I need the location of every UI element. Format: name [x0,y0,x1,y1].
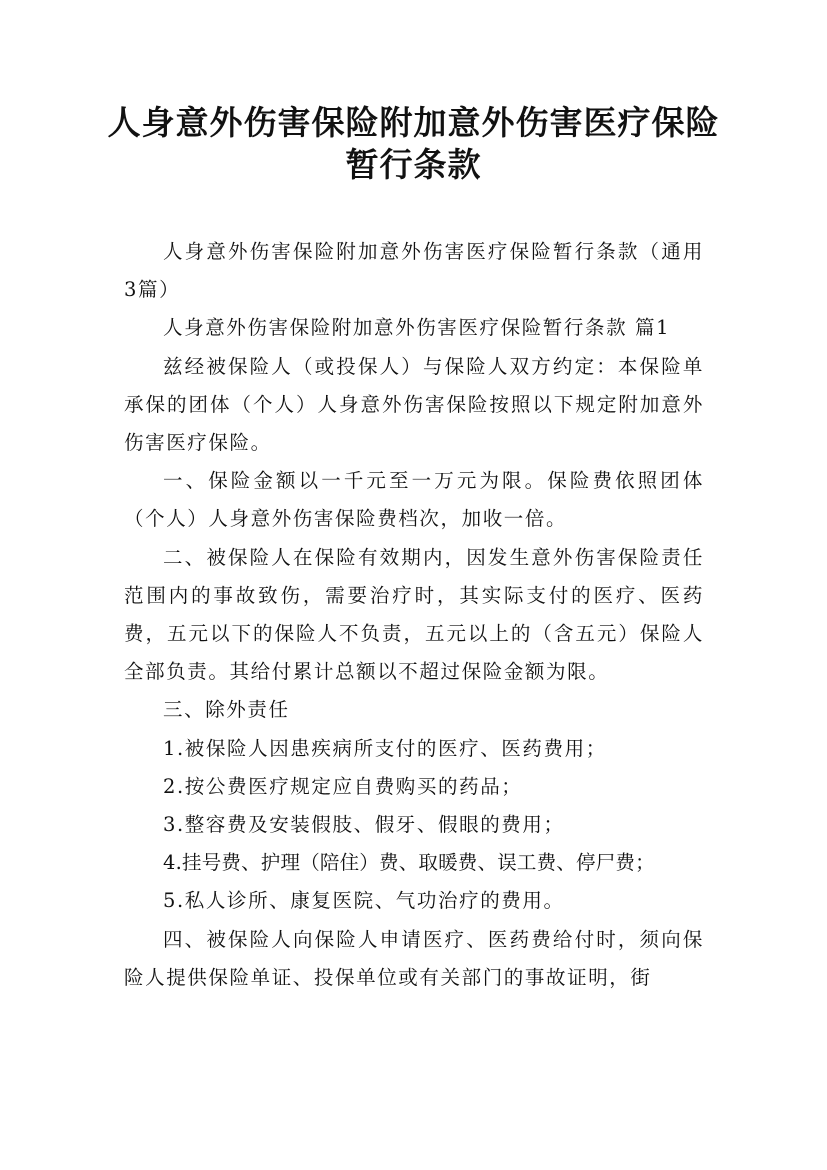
list-item-exclusion-1: 1.被保险人因患疾病所支付的医疗、医药费用； [163,736,607,760]
paragraph-clause-1: 一、保险金额以一千元至一万元为限。保险费依照团体（个人）人身意外伤害保险费档次，加收一倍。 [124,469,704,531]
list-item-exclusion-4: 4.挂号费、护理（陪住）费、取暖费、误工费、停尸费； [163,851,655,875]
paragraph-clause-4: 四、被保险人向保险人申请医疗、医药费给付时，须向保险人提供保险单证、投保单位或有关部门的事故证明，街 [124,927,704,989]
paragraph-clause-2: 二、被保险人在保险有效期内，因发生意外伤害保险责任范围内的事故致伤，需要治疗时，其实际支付的医疗、医药费，五元以下的保险人不负责，五元以上的（含五元）保险人全部负责。其给付累计总额以不超过保险金额为限。 [124,545,704,684]
paragraph-agreement: 兹经被保险人（或投保人）与保险人双方约定：本保险单承保的团体（个人）人身意外伤害保险按照以下规定附加意外伤害医疗保险。 [124,354,704,455]
list-item-exclusion-5: 5.私人诊所、康复医院、气功治疗的费用。 [163,889,565,913]
paragraph-intro: 人身意外伤害保险附加意外伤害医疗保险暂行条款（通用3篇） [124,240,704,302]
document-title-line-2: 暂行条款 [345,145,482,184]
paragraph-clause-3: 三、除外责任 [163,698,290,722]
list-item-exclusion-2: 2.按公费医疗规定应自费购买的药品； [163,774,523,798]
paragraph-section-heading: 人身意外伤害保险附加意外伤害医疗保险暂行条款 篇1 [163,316,671,340]
document-body [124,233,704,997]
document-title-line-1: 人身意外伤害保险附加意外伤害医疗保险 [107,103,720,142]
list-item-exclusion-3: 3.整容费及安装假肢、假牙、假眼的费用； [163,813,565,837]
